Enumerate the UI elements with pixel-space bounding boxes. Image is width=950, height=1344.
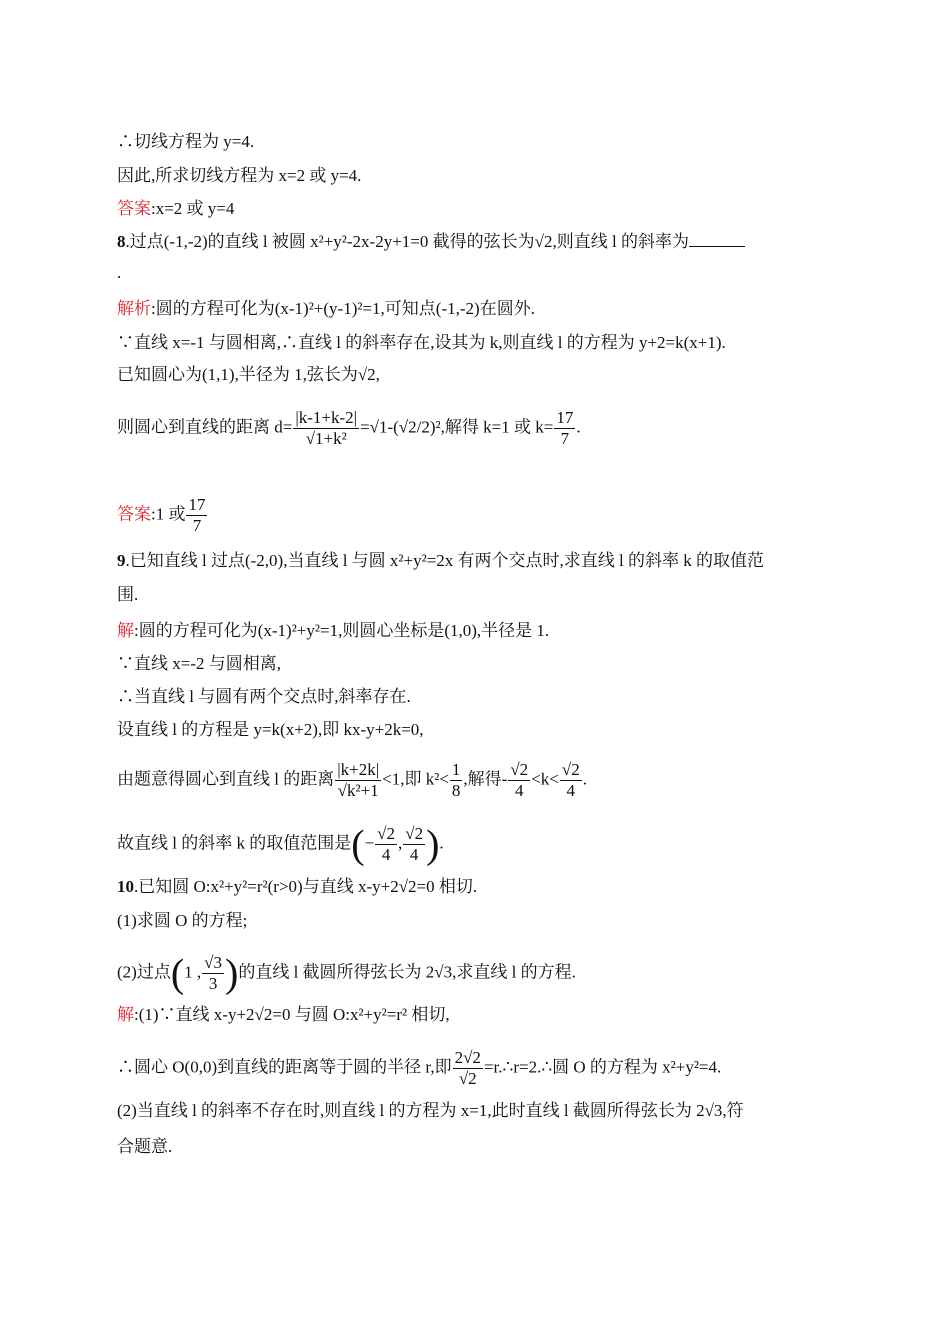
formula-line: [117, 760, 587, 801]
question-text: .已知圆 O:x²+y²=r²(r>0)与直线 x-y+2√2=0 相切.: [134, 877, 478, 896]
answer-blank: [689, 230, 745, 247]
fraction: [293, 408, 359, 449]
text-line: 设直线 l 的方程是 y=k(x+2),即 kx-y+2k=0,: [117, 720, 424, 739]
formula-text: 故直线 l 的斜率 k 的取值范围是: [117, 833, 352, 853]
fraction-denominator: 4: [566, 781, 576, 800]
analysis-text: :圆的方程可化为(x-1)²+(y-1)²=1,可知点(-1,-2)在圆外.: [151, 299, 535, 318]
formula-line: 故直线 l 的斜率 k 的取值范围是(− $\frac{√2}{4}$ , $\frac{√2}{4}$ ).: [117, 821, 444, 867]
fraction-numerator: 17: [188, 495, 206, 514]
text-line: 合题意.: [117, 1137, 173, 1156]
fraction-numerator: 2√2: [454, 1048, 481, 1067]
fraction: [560, 760, 582, 801]
fraction: [202, 953, 224, 994]
analysis-label: 解析: [117, 299, 151, 318]
formula-text: 的直线 l 截圆所得弦长为 2√3,求直线 l 的方程.: [238, 962, 576, 982]
formula-text: .: [439, 833, 444, 853]
text-line: 因此,所求切线方程为 x=2 或 y=4.: [117, 166, 362, 185]
formula-text: =√1-(√2/2)²: [360, 417, 441, 437]
formula-text: .: [582, 769, 587, 789]
solution-label: 解: [117, 621, 134, 640]
text-line: (1)求圆 O 的方程;: [117, 911, 248, 930]
formula-text: 1 ,: [184, 962, 202, 982]
fraction-denominator: √1+k²: [305, 429, 347, 448]
question-text: .过点(-1,-2)的直线 l 被圆 x²+y²-2x-2y+1=0 截得的弦长为√2,则直线 l 的斜率为: [125, 232, 689, 251]
fraction-denominator: 4: [409, 845, 419, 864]
text-line: ∵直线 x=-1 与圆相离,∴直线 l 的斜率存在,设其为 k,则直线 l 的方程为 y+2=k(x+1).: [117, 333, 726, 352]
formula-line: [117, 950, 576, 996]
fraction-numerator: 1: [451, 760, 461, 779]
formula-text: 则圆心到直线的距离 d=: [117, 417, 293, 437]
formula-text: −: [364, 833, 375, 853]
fraction-denominator: √k²+1: [337, 781, 379, 800]
answer-label: 答案: [117, 504, 151, 524]
solution-line: [117, 1004, 450, 1026]
fraction-denominator: 7: [192, 516, 202, 535]
text-line: ∵直线 x=-2 与圆相离,: [117, 654, 281, 673]
fraction-denominator: 8: [451, 781, 461, 800]
text-line: ∴切线方程为 y=4.: [117, 132, 255, 151]
formula-text: ,解得-: [463, 769, 508, 789]
solution-text: :圆的方程可化为(x-1)²+y²=1,则圆心坐标是(1,0),半径是 1.: [134, 621, 550, 640]
fraction-denominator: 3: [208, 974, 218, 993]
formula-text: <1,即 k²<: [382, 769, 449, 789]
solution-label: 解: [117, 1005, 134, 1024]
right-paren: ): [225, 950, 239, 996]
formula-text: (2)过点: [117, 962, 171, 982]
fraction: [403, 824, 425, 865]
left-paren: (: [170, 950, 185, 996]
answer-value: :x=2 或 y=4: [151, 199, 235, 218]
question-10: [117, 876, 477, 898]
fraction-denominator: 4: [381, 845, 391, 864]
text-line: (2)当直线 l 的斜率不存在时,则直线 l 的方程为 x=1,此时直线 l 截圆所得弦长为 2√3,符: [117, 1101, 744, 1120]
fraction-denominator: 7: [560, 429, 570, 448]
answer-line: [117, 198, 234, 220]
fraction: [453, 1048, 483, 1089]
fraction-numerator: √3: [204, 953, 222, 972]
fraction-numerator: √2: [377, 824, 395, 843]
fraction-numerator: |k-1+k-2|: [295, 408, 358, 427]
fraction: [335, 760, 381, 801]
text-line: 围.: [117, 585, 139, 604]
fraction-numerator: 17: [556, 408, 574, 427]
formula-text: 由题意得圆心到直线 l 的距离: [117, 769, 335, 789]
formula-text: ∴圆心 O(0,0)到直线的距离等于圆的半径 r,即: [117, 1057, 452, 1077]
analysis-line: [117, 298, 535, 320]
formula-line: 则圆心到直线的距离 d= $\frac{|k-1+k-2|}{\text{√1+k²}}$ =√1-(√2/2)²,解得 k=1 或 k= $\frac{17}{7}$ .: [117, 408, 581, 448]
formula-text: =r.∴r=2.∴圆 O 的方程为 x²+y²=4.: [483, 1057, 722, 1077]
fraction-numerator: √2: [405, 824, 424, 843]
fraction: [554, 408, 575, 449]
question-8: [117, 230, 745, 253]
fraction-numerator: √2: [561, 760, 580, 779]
question-number: 9: [117, 551, 126, 570]
fraction: [450, 760, 463, 801]
formula-text: <k<: [531, 769, 559, 789]
formula-text: ,解得 k=1 或 k=: [440, 417, 554, 437]
fraction: [186, 495, 207, 536]
fraction-denominator: √2: [458, 1069, 477, 1088]
fraction-denominator: 4: [515, 781, 524, 800]
question-number: 8: [117, 232, 126, 251]
fraction-numerator: |k+2k|: [337, 760, 380, 779]
left-paren: (: [351, 821, 365, 867]
question-text: .已知直线 l 过点(-2,0),当直线 l 与圆 x²+y²=2x 有两个交点时,求直线 l 的斜率 k 的取值范: [125, 551, 765, 570]
text-line: 已知圆心为(1,1),半径为 1,弦长为√2,: [117, 365, 380, 384]
solution-text: :(1)∵直线 x-y+2√2=0 与圆 O:x²+y²=r² 相切,: [134, 1005, 450, 1024]
answer-line: [117, 495, 208, 536]
answer-value: :1 或: [151, 504, 186, 524]
text-line: .: [117, 263, 122, 282]
answer-label: 答案: [117, 199, 151, 218]
fraction: [375, 824, 397, 865]
question-number: 10: [117, 877, 134, 896]
fraction-numerator: √2: [510, 760, 529, 779]
question-9: [117, 550, 764, 572]
formula-line: [117, 1048, 721, 1089]
text-line: ∴当直线 l 与圆有两个交点时,斜率存在.: [117, 687, 411, 706]
right-paren: ): [426, 821, 440, 867]
fraction: [508, 760, 530, 801]
solution-line: [117, 620, 549, 642]
